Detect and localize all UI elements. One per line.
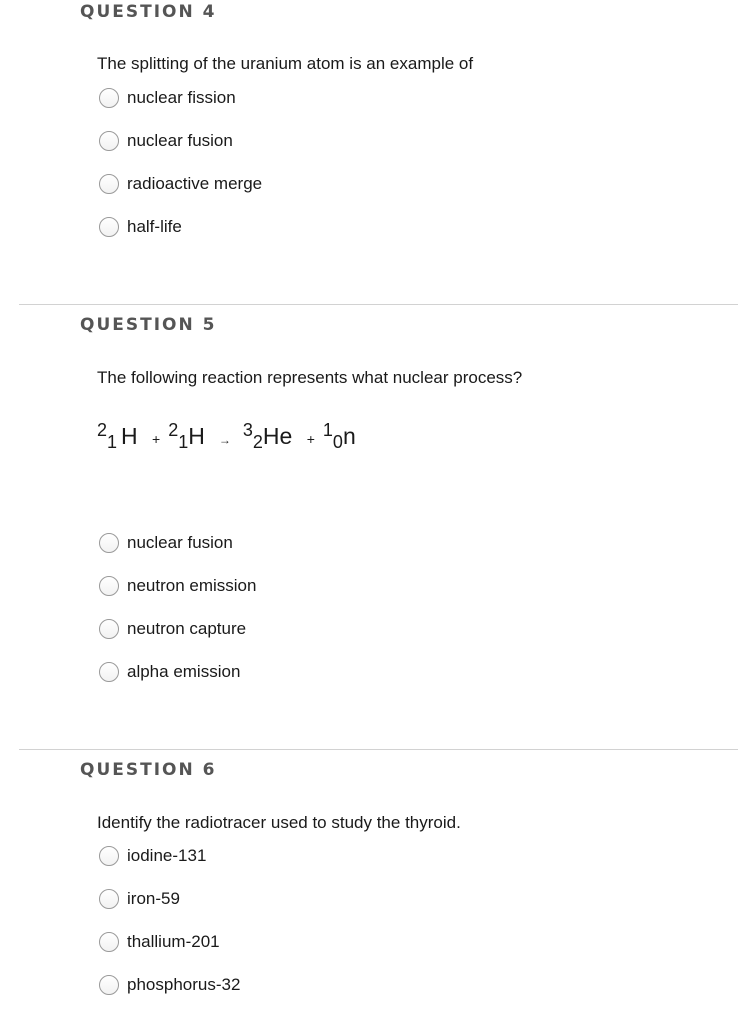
question-4-option-4[interactable] — [99, 215, 182, 239]
question-5-heading: QUESTION 5 — [80, 315, 217, 335]
question-5-option-1[interactable] — [99, 531, 233, 555]
question-4-text: The splitting of the uranium atom is an example of — [97, 54, 474, 73]
radio-button[interactable] — [99, 174, 119, 194]
question-6-option-3[interactable] — [99, 930, 220, 954]
radio-button[interactable] — [99, 217, 119, 237]
reaction-arrow-icon: → — [218, 433, 231, 447]
option-label: neutron capture — [127, 619, 247, 638]
section-divider — [19, 304, 738, 305]
plus-sign: + — [306, 431, 315, 447]
radio-button[interactable] — [99, 889, 119, 909]
question-5-option-2[interactable] — [99, 574, 256, 598]
option-label: nuclear fission — [127, 88, 236, 107]
helium-symbol: He — [262, 423, 293, 449]
deuterium-2-mass-number: 2 — [168, 420, 179, 440]
deuterium-1-mass-number: 2 — [97, 420, 108, 440]
question-4-option-2[interactable] — [99, 129, 233, 153]
section-divider — [19, 749, 738, 750]
neutron-charge-number: 0 — [332, 432, 343, 452]
option-label: nuclear fusion — [127, 131, 233, 150]
deuterium-1-atomic-number: 1 — [107, 432, 118, 452]
option-label: thallium-201 — [127, 932, 220, 951]
plus-sign: + — [152, 431, 161, 447]
option-label: nuclear fusion — [127, 533, 233, 552]
helium-mass-number: 3 — [242, 420, 253, 440]
deuterium-1-symbol: H — [121, 423, 138, 449]
option-label: radioactive merge — [127, 174, 263, 193]
option-label: neutron emission — [127, 576, 257, 595]
option-label: iron-59 — [127, 889, 180, 908]
radio-button[interactable] — [99, 662, 119, 682]
question-6-option-1[interactable] — [99, 844, 206, 868]
option-label: iodine-131 — [127, 846, 207, 865]
question-5-option-4[interactable] — [99, 660, 240, 684]
question-4-option-1[interactable] — [99, 86, 236, 110]
deuterium-2-symbol: H — [188, 423, 205, 449]
radio-button[interactable] — [99, 619, 119, 639]
radio-button[interactable] — [99, 576, 119, 596]
radio-button[interactable] — [99, 88, 119, 108]
radio-button[interactable] — [99, 533, 119, 553]
question-6-text: Identify the radiotracer used to study the thyroid. — [97, 813, 461, 832]
question-6-option-4[interactable] — [99, 973, 240, 997]
option-label: alpha emission — [127, 662, 241, 681]
question-5-text: The following reaction represents what nuclear process? — [97, 368, 523, 387]
question-4-heading: QUESTION 4 — [80, 2, 217, 22]
neutron-symbol: n — [342, 423, 356, 449]
question-6-option-2[interactable] — [99, 887, 180, 911]
question-4-option-3[interactable] — [99, 172, 262, 196]
question-5-option-3[interactable] — [99, 617, 246, 641]
option-label: half-life — [127, 217, 182, 236]
question-6-heading: QUESTION 6 — [80, 760, 217, 780]
deuterium-2-atomic-number: 1 — [178, 432, 189, 452]
radio-button[interactable] — [99, 932, 119, 952]
neutron-mass-number: 1 — [322, 420, 333, 440]
radio-button[interactable] — [99, 975, 119, 995]
radio-button[interactable] — [99, 846, 119, 866]
nuclear-reaction-equation — [97, 420, 356, 452]
radio-button[interactable] — [99, 131, 119, 151]
helium-atomic-number: 2 — [252, 432, 263, 452]
option-label: phosphorus-32 — [127, 975, 241, 994]
